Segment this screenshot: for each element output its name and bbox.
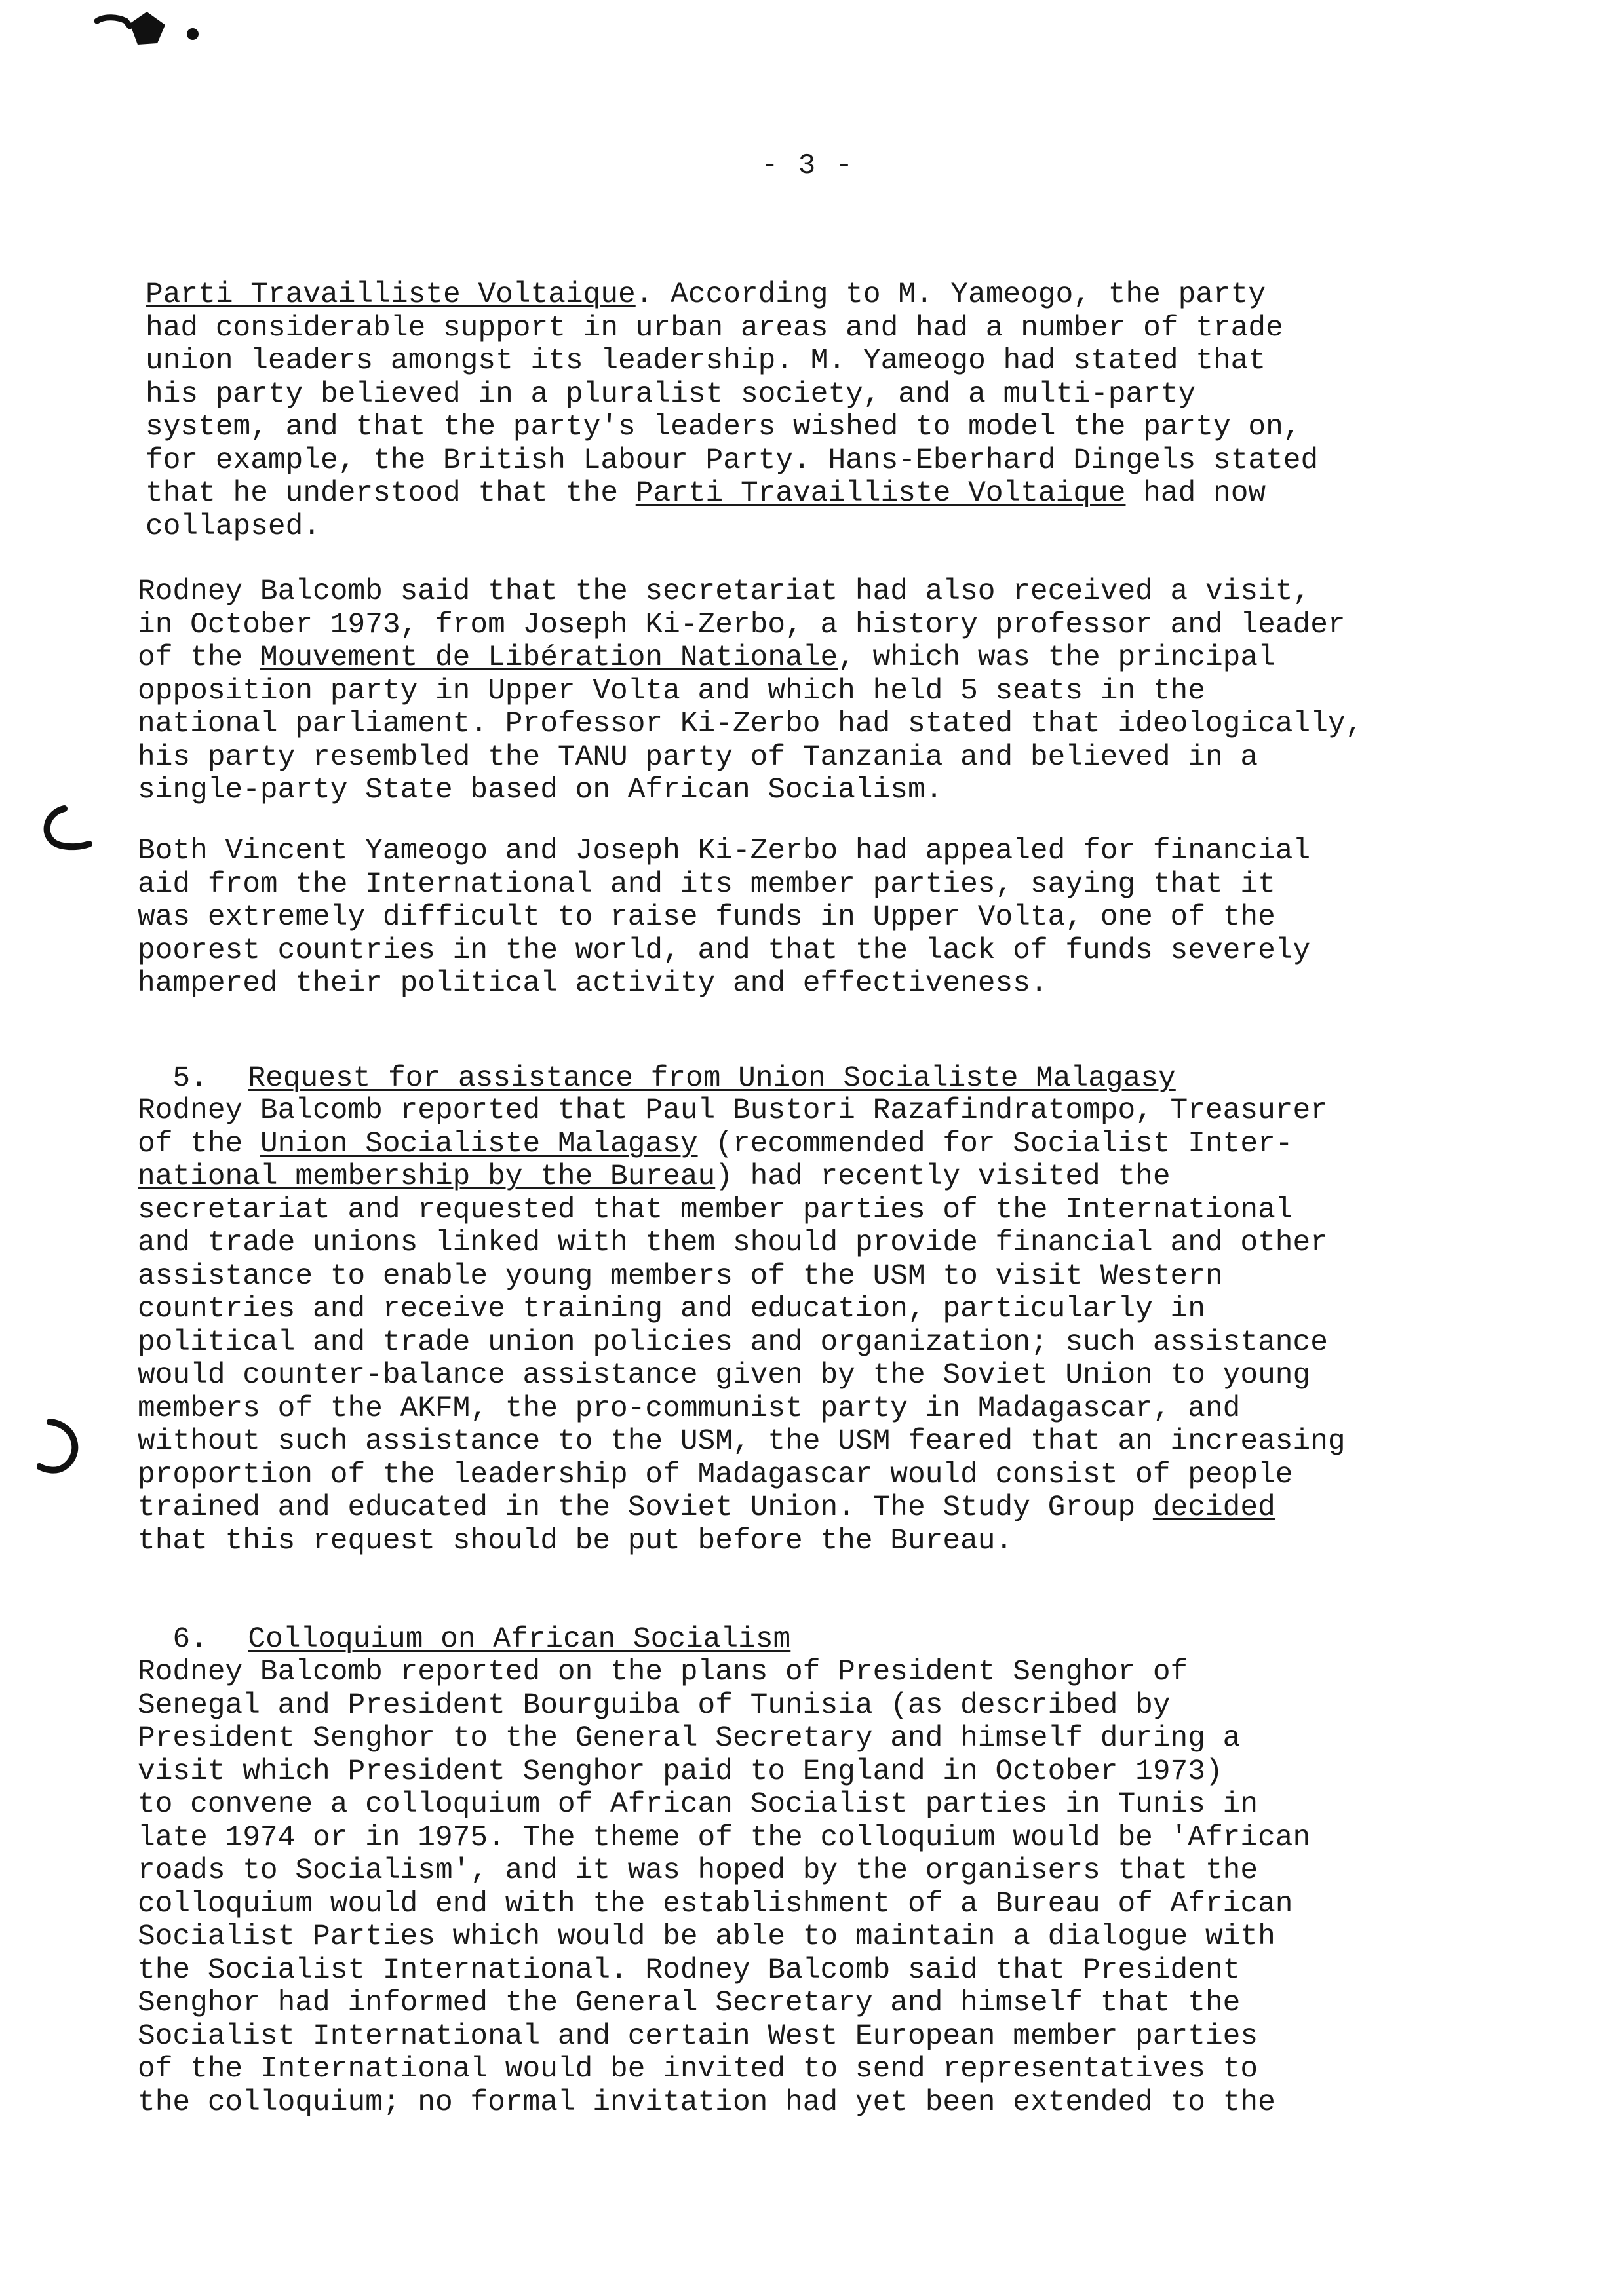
text-run: system, and that the party's leaders wished to model the party on, [146,411,1301,444]
text-run: and trade unions linked with them should provide financial and other [138,1227,1328,1259]
text-run: Rodney Balcomb said that the secretariat had also received a visit, [138,575,1311,608]
text-run: , which was the principal [838,641,1275,674]
paragraph-financial-aid [138,835,1540,1001]
text-line [138,1755,1540,1789]
text-run: President Senghor to the General Secretary and himself during a [138,1722,1241,1755]
text-run: collapsed. [146,510,321,543]
text-run: the Socialist International. Rodney Balcomb said that President [138,1953,1241,1987]
text-run: Socialist Parties which would be able to maintain a dialogue with [138,1921,1275,1953]
text-line [146,378,1548,411]
text-run: in October 1973, from Joseph Ki-Zerbo, a history professor and leader [138,608,1346,641]
paragraph-party-travailliste [146,278,1548,543]
text-run: late 1974 or in 1975. The theme of the colloquium would be 'African [138,1821,1311,1854]
text-line [146,444,1548,478]
text-run: was extremely difficult to raise funds in Upper Volta, one of the [138,901,1275,934]
text-run: members of the AKFM, the pro-communist party in Madagascar, and [138,1392,1241,1425]
text-run: without such assistance to the USM, the USM feared that an increasing [138,1425,1346,1458]
text-run: of the [138,641,260,674]
text-run: his party believed in a pluralist society, and a multi-party [146,377,1196,411]
underlined-text: Parti Travailliste Voltaique [146,278,636,311]
text-line [138,1689,1540,1723]
text-line [138,609,1540,642]
text-line [138,1293,1540,1326]
left-punch-mark-top [34,805,93,857]
text-line [138,1128,1540,1161]
text-run: had now [1125,477,1266,510]
text-line [138,1392,1540,1426]
text-line [146,278,1548,312]
text-line [146,411,1548,444]
section-6-title: Colloquium on African Socialism [248,1622,791,1656]
text-line [138,1359,1540,1392]
underlined-text: decided [1152,1491,1275,1524]
text-run: would counter-balance assistance given by the Soviet Union to young [138,1359,1311,1392]
text-run: assistance to enable young members of the USM to visit Western [138,1259,1223,1293]
text-line [138,1525,1540,1558]
text-run: national parliament. Professor Ki-Zerbo had stated that ideologically, [138,708,1363,740]
text-line [146,345,1548,378]
text-line [138,1987,1540,2020]
page-number: - 3 - [760,149,855,182]
text-line [138,641,1540,675]
text-run: of the International would be invited to send representatives to [138,2053,1258,2086]
text-line [138,1194,1540,1227]
text-run: opposition party in Upper Volta and which held 5 seats in the [138,674,1205,708]
text-run: ) had recently visited the [715,1160,1171,1193]
text-line [138,1888,1540,1921]
section-5-heading [138,1029,1540,1095]
text-line [138,1227,1540,1260]
underlined-text: Mouvement de Libération Nationale [260,641,838,674]
text-line [138,741,1540,775]
text-run: of the [138,1127,260,1160]
text-run: that this request should be put before the Bureau. [138,1524,1013,1558]
text-run: political and trade union policies and organization; such assistance [138,1326,1328,1359]
text-run: the colloquium; no formal invitation had yet been extended to the [138,2086,1275,2119]
left-punch-mark-bottom [37,1415,96,1481]
text-line [138,774,1540,807]
paragraph-ki-zerbo-visit [138,575,1540,807]
section-5-number: 5. [172,1062,208,1095]
text-run: Rodney Balcomb reported that Paul Bustori Razafindratompo, Treasurer [138,1094,1328,1127]
text-line [138,2086,1540,2120]
text-run: trained and educated in the Soviet Union. The Study Group [138,1491,1153,1524]
section-6-body [138,1656,1540,2119]
text-line [138,1425,1540,1459]
corner-ink-blot [92,7,223,52]
text-line [138,1788,1540,1822]
text-line [138,1854,1540,1888]
text-run: union leaders amongst its leadership. M. Yameogo had stated that [146,345,1266,377]
text-run: hampered their political activity and effectiveness. [138,967,1048,1000]
text-line [138,1160,1540,1194]
text-line [138,967,1540,1001]
text-run: his party resembled the TANU party of Tanzania and believed in a [138,740,1258,774]
text-line [138,934,1540,968]
text-line [138,1094,1540,1128]
text-run: (recommended for Socialist Inter- [697,1127,1293,1160]
text-line [138,1260,1540,1293]
text-run: to convene a colloquium of African Socialist parties in Tunis in [138,1788,1258,1821]
section-5-title: Request for assistance from Union Socialiste Malagasy [248,1062,1176,1095]
text-run: Rodney Balcomb reported on the plans of President Senghor of [138,1656,1188,1689]
text-line [138,708,1540,741]
text-line [138,2053,1540,2086]
text-line [146,477,1548,510]
underlined-text: Union Socialiste Malagasy [260,1127,698,1160]
section-6-heading [138,1590,1540,1656]
text-run: countries and receive training and education, particularly in [138,1293,1205,1326]
section-5-body [138,1094,1540,1558]
text-line [138,1722,1540,1755]
text-line [138,575,1540,609]
text-run: had considerable support in urban areas and had a number of trade [146,311,1283,345]
text-line [146,312,1548,345]
text-run: visit which President Senghor paid to England in October 1973) [138,1755,1223,1788]
text-run: for example, the British Labour Party. Hans-Eberhard Dingels stated [146,444,1319,477]
text-line [138,868,1540,902]
text-line [138,835,1540,868]
text-line [138,1822,1540,1855]
text-line [138,1921,1540,1954]
text-run: Both Vincent Yameogo and Joseph Ki-Zerbo had appealed for financial [138,835,1311,868]
underlined-text: Parti Travailliste Voltaique [635,477,1126,510]
text-line [138,901,1540,934]
text-run: . According to M. Yameogo, the party [635,278,1266,311]
text-line [138,1656,1540,1689]
text-run: proportion of the leadership of Madagascar would consist of people [138,1458,1293,1491]
text-run: Senegal and President Bourguiba of Tunisia (as described by [138,1689,1171,1722]
text-run: poorest countries in the world, and that the lack of funds severely [138,934,1311,967]
text-run: Senghor had informed the General Secretary and himself that the [138,1987,1241,2019]
text-line [138,1954,1540,1987]
text-run: that he understood that the [146,477,636,510]
text-line [146,510,1548,544]
text-line [138,2020,1540,2054]
text-run: colloquium would end with the establishment of a Bureau of African [138,1887,1293,1921]
underlined-text: national membership by the Bureau [138,1160,716,1193]
text-run: single-party State based on African Socialism. [138,774,943,807]
text-run: aid from the International and its member parties, saying that it [138,868,1275,901]
text-run: roads to Socialism', and it was hoped by the organisers that the [138,1854,1258,1887]
text-line [138,1459,1540,1492]
text-line [138,675,1540,708]
section-6-number: 6. [172,1622,208,1656]
text-run: secretariat and requested that member parties of the International [138,1193,1293,1227]
text-line [138,1491,1540,1525]
text-line [138,1326,1540,1360]
text-run: Socialist International and certain West European member parties [138,2019,1258,2053]
